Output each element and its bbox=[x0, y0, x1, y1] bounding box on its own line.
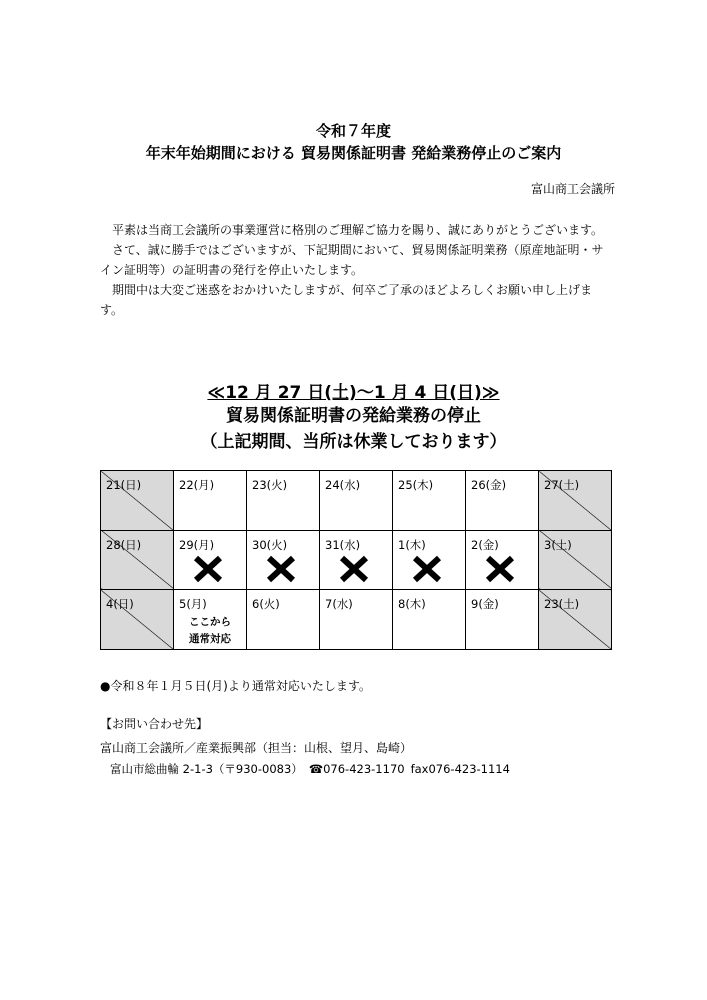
calendar-cell bbox=[174, 471, 247, 531]
cross-mark-icon bbox=[338, 555, 370, 583]
calendar-day-label: 23(火) bbox=[252, 478, 288, 492]
stop-period: ≪12 月 27 日(土)～1 月 4 日(日)≫ bbox=[207, 383, 500, 403]
calendar-day-label: 7(水) bbox=[325, 597, 353, 612]
body-paragraph-greeting: 平素は当商工会議所の事業運営に格別のご理解ご協力を賜り、誠にありがとうございます。 bbox=[112, 223, 604, 237]
calendar-day-label: 4(日) bbox=[106, 597, 134, 612]
calendar-cell bbox=[393, 590, 466, 650]
calendar-cell bbox=[466, 471, 539, 531]
calendar-day-label: 22(月) bbox=[179, 478, 215, 492]
calendar-day-label: 27(土) bbox=[544, 478, 580, 492]
stop-subtitle: 貿易関係証明書の発給業務の停止 bbox=[226, 406, 481, 426]
calendar-row bbox=[101, 471, 612, 531]
calendar-cell-closed bbox=[539, 471, 612, 531]
calendar-day-label: 3(土) bbox=[544, 537, 572, 552]
calendar-cell bbox=[174, 590, 247, 650]
calendar-row bbox=[101, 530, 612, 590]
calendar-day-label: 5(月) bbox=[179, 597, 207, 612]
calendar-day-label: 28(日) bbox=[106, 537, 142, 552]
calendar-cell-closed bbox=[101, 471, 174, 531]
body-text bbox=[100, 220, 612, 320]
calendar-cell-closed bbox=[539, 530, 612, 590]
calendar-day-label: 30(火) bbox=[252, 537, 288, 552]
calendar-cell bbox=[320, 590, 393, 650]
calendar-cell-stopped bbox=[320, 530, 393, 590]
contact-address: 富山市総曲輪 2-1-3（〒930-0083） bbox=[110, 762, 303, 776]
document-title: 年末年始期間における 貿易関係証明書 発給業務停止のご案内 bbox=[145, 144, 562, 162]
cross-mark-icon bbox=[192, 555, 224, 583]
calendar-day-label: 29(月) bbox=[179, 537, 215, 552]
calendar-cell-closed bbox=[539, 590, 612, 650]
contact-address-line bbox=[110, 761, 516, 777]
contact-heading: 【お問い合わせ先】 bbox=[100, 717, 209, 731]
body-paragraph-notice: さて、誠に勝手ではございますが、下記期間において、貿易関係証明業務（原産地証明・サイン証明等）の証明書の発行を停止いたします。 bbox=[100, 243, 604, 277]
calendar-day-label: 31(水) bbox=[325, 537, 361, 552]
contact-fax: fax076-423-1114 bbox=[410, 762, 510, 776]
calendar-day-label: 9(金) bbox=[471, 597, 499, 612]
calendar-cell-stopped bbox=[174, 530, 247, 590]
cross-mark-icon bbox=[265, 555, 297, 583]
calendar-row bbox=[101, 590, 612, 650]
issuer-name: 富山商工会議所 bbox=[530, 182, 615, 196]
calendar-day-label: 23(土) bbox=[544, 597, 580, 612]
calendar-cell-stopped bbox=[393, 530, 466, 590]
cross-mark-icon bbox=[484, 555, 516, 583]
calendar-cell bbox=[393, 471, 466, 531]
calendar-day-label: 2(金) bbox=[471, 537, 499, 552]
resume-notice: ●令和８年１月５日(月)より通常対応いたします。 bbox=[100, 679, 371, 693]
calendar-cell bbox=[247, 590, 320, 650]
calendar-cell-note: ここから 通常対応 bbox=[189, 616, 231, 646]
calendar-table bbox=[100, 470, 612, 650]
calendar-cell-stopped bbox=[466, 530, 539, 590]
calendar-day-label: 6(火) bbox=[252, 597, 280, 612]
calendar-cell bbox=[320, 471, 393, 531]
calendar-cell-stopped bbox=[247, 530, 320, 590]
contact-tel: ☎076-423-1170 bbox=[308, 762, 405, 776]
calendar-day-label: 1(木) bbox=[398, 537, 426, 552]
closed-note: （上記期間、当所は休業しております） bbox=[200, 432, 507, 452]
body-paragraph-apology: 期間中は大変ご迷惑をおかけいたしますが、何卒ご了承のほどよろしくお願い申し上げます。 bbox=[100, 283, 593, 317]
calendar-cell-closed bbox=[101, 530, 174, 590]
calendar-day-label: 25(木) bbox=[398, 478, 434, 492]
calendar-cell bbox=[466, 590, 539, 650]
calendar-day-label: 24(水) bbox=[325, 478, 361, 492]
contact-organization: 富山商工会議所／産業振興部（担当：山根、望月、島崎） bbox=[100, 741, 413, 755]
document-year: 令和７年度 bbox=[315, 122, 391, 140]
calendar-cell-closed bbox=[101, 590, 174, 650]
calendar-day-label: 21(日) bbox=[106, 478, 142, 492]
cross-mark-icon bbox=[411, 555, 443, 583]
calendar-day-label: 26(金) bbox=[471, 478, 507, 492]
calendar-cell bbox=[247, 471, 320, 531]
calendar-day-label: 8(木) bbox=[398, 597, 426, 612]
